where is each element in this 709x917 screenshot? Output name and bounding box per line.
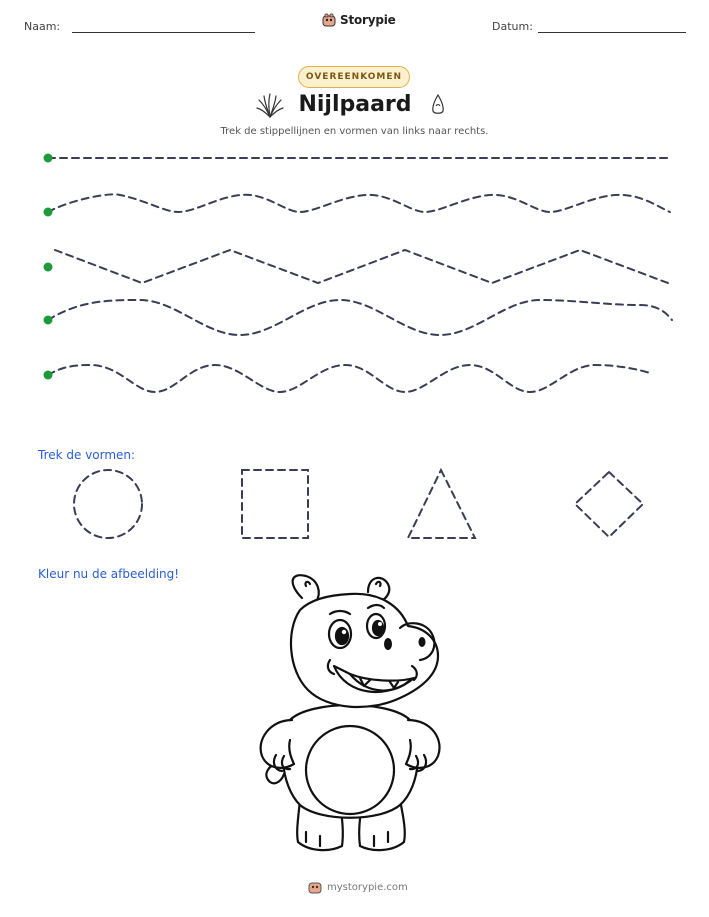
triangle-shape[interactable] <box>408 470 475 538</box>
tracing-line-wave-1[interactable] <box>48 194 670 212</box>
tracing-line-zigzag[interactable] <box>55 250 668 283</box>
date-label: Datum: <box>492 20 533 33</box>
circle-shape[interactable] <box>74 470 142 538</box>
shapes-area <box>0 460 709 550</box>
name-label: Naam: <box>24 20 61 33</box>
tracing-line-wave-2[interactable] <box>48 300 672 335</box>
start-dot <box>44 208 53 217</box>
shapes-heading: Trek de vormen: <box>38 448 136 462</box>
storypie-logo-icon <box>308 880 322 894</box>
coloring-heading: Kleur nu de afbeelding! <box>38 567 180 581</box>
category-badge: OVEREENKOMEN <box>298 66 410 88</box>
start-dot <box>44 154 53 163</box>
tracing-area <box>0 0 709 420</box>
footer <box>308 880 408 894</box>
brand-name: Storypie <box>340 13 396 27</box>
tracing-line-wave-3[interactable] <box>48 365 650 392</box>
hippo-illustration <box>250 570 450 865</box>
start-dot <box>44 371 53 380</box>
square-shape[interactable] <box>242 470 308 538</box>
page-title: Nijlpaard <box>298 92 412 117</box>
footer-url[interactable]: mystorypie.com <box>327 881 408 893</box>
start-dot <box>44 316 53 325</box>
instructions: Trek de stippellijnen en vormen van links naar rechts. <box>220 126 489 137</box>
diamond-shape[interactable] <box>575 472 643 537</box>
start-dot <box>44 263 53 272</box>
